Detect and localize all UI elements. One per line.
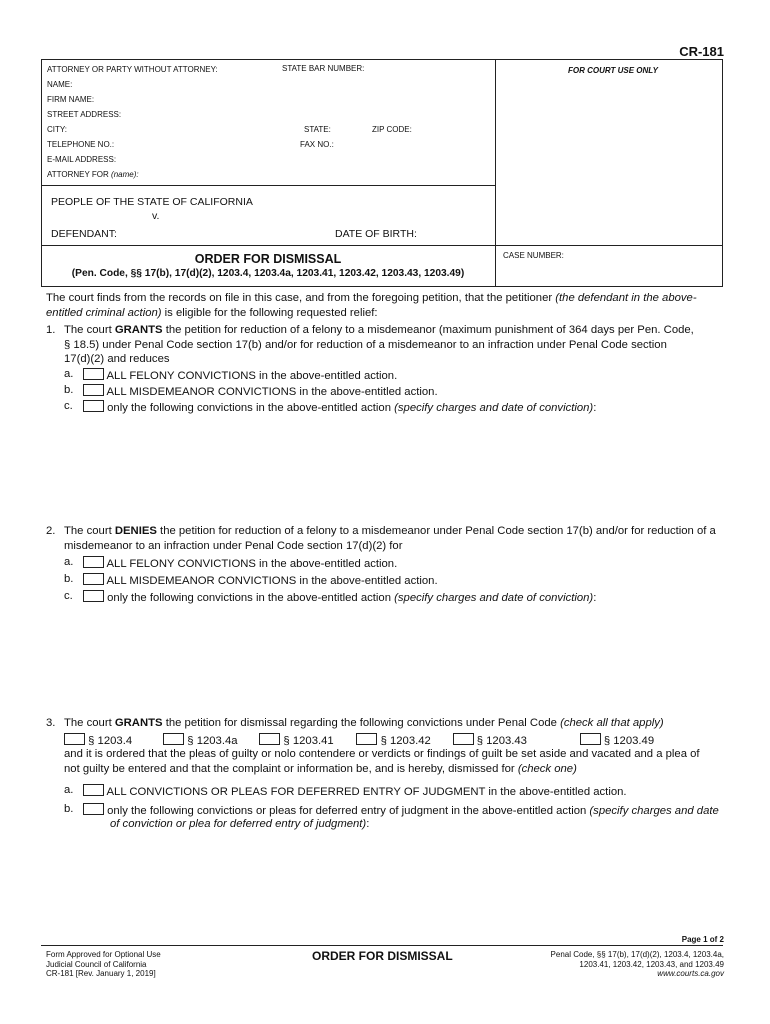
- phone-label: TELEPHONE NO.:: [47, 140, 115, 149]
- city-label: CITY:: [47, 125, 68, 134]
- section3-line2: and it is ordered that the pleas of guilty or nolo contendere or verdicts or findings of guilt be set aside and vacated and a plea of: [64, 748, 700, 760]
- footer-rule: [41, 945, 723, 946]
- code-1203-4-checkbox[interactable]: [64, 733, 85, 745]
- fax-label: FAX NO.:: [300, 140, 334, 149]
- attorney-for-label: ATTORNEY FOR (name):: [47, 170, 139, 179]
- section3-number: 3.: [46, 717, 56, 729]
- intro-line1: The court finds from the records on file in this case, and from the foregoing petition, that the petitioner (the defendant in the above-: [46, 292, 697, 304]
- footer-codes-line2: 1203.41, 1203.42, 1203.43, and 1203.49: [579, 960, 724, 969]
- code-1203-42-checkbox[interactable]: [356, 733, 377, 745]
- attorney-caption-divider: [41, 185, 495, 186]
- header-divider: [495, 59, 496, 287]
- section2-line1: The court DENIES the petition for reduction of a felony to a misdemeanor under Penal Code section 17(b) and/or for reduction of a: [64, 525, 716, 537]
- page-number: Page 1 of 2: [681, 935, 724, 944]
- section2-a-letter: a.: [64, 556, 74, 568]
- section3-line1: The court GRANTS the petition for dismissal regarding the following convictions under Penal Code (check all that apply): [64, 717, 664, 729]
- intro-line2: entitled criminal action) is eligible for the following requested relief:: [46, 307, 378, 319]
- section2-b-checkbox[interactable]: [83, 573, 104, 585]
- section1-c-letter: c.: [64, 400, 73, 412]
- section1-a-letter: a.: [64, 368, 74, 380]
- section2-line2: misdemeanor to an infraction under Penal Code section 17(d)(2) for: [64, 540, 403, 552]
- email-label: E-MAIL ADDRESS:: [47, 155, 117, 164]
- section1-line2: § 18.5) under Penal Code section 17(b) and/or for reduction of a misdemeanor to an infraction under Penal Code section: [64, 339, 667, 351]
- section2-c-letter: c.: [64, 590, 73, 602]
- approved-line1: Form Approved for Optional Use: [46, 950, 161, 959]
- section2-b-letter: b.: [64, 573, 74, 585]
- section2-option-a: ALL FELONY CONVICTIONS in the above-entitled action.: [83, 556, 397, 570]
- firm-label: FIRM NAME:: [47, 95, 95, 104]
- form-subtitle: (Pen. Code, §§ 17(b), 17(d)(2), 1203.4, 1203.4a, 1203.41, 1203.42, 1203.43, 1203.49): [71, 268, 465, 279]
- state-bar-label: STATE BAR NUMBER:: [282, 64, 365, 73]
- section2-number: 2.: [46, 525, 56, 537]
- name-label: NAME:: [47, 80, 73, 89]
- zip-label: ZIP CODE:: [372, 125, 412, 134]
- dob-label: DATE OF BIRTH:: [335, 228, 417, 240]
- section1-line3: 17(d)(2) and reduces: [64, 353, 170, 365]
- section3-option-b-cont: of conviction or plea for deferred entry of judgment):: [110, 818, 370, 830]
- section2-option-c: only the following convictions in the above-entitled action (specify charges and date of conviction):: [83, 590, 596, 604]
- footer-title: ORDER FOR DISMISSAL: [312, 949, 453, 963]
- section3-option-b: only the following convictions or pleas for deferred entry of judgment in the above-entitled action (specify charges and date: [83, 803, 719, 817]
- section2-a-checkbox[interactable]: [83, 556, 104, 568]
- form-id: CR-181: [679, 44, 724, 59]
- section3-a-letter: a.: [64, 784, 74, 796]
- court-use-label: FOR COURT USE ONLY: [568, 66, 658, 75]
- code-1203-43-checkbox[interactable]: [453, 733, 474, 745]
- courts-url[interactable]: www.courts.ca.gov: [657, 969, 724, 978]
- section2-c-checkbox[interactable]: [83, 590, 104, 602]
- section3-b-letter: b.: [64, 803, 74, 815]
- section3-a-checkbox[interactable]: [83, 784, 104, 796]
- section1-b-letter: b.: [64, 384, 74, 396]
- street-label: STREET ADDRESS:: [47, 110, 122, 119]
- section3-option-a: ALL CONVICTIONS OR PLEAS FOR DEFERRED ENTRY OF JUDGMENT in the above-entitled action.: [83, 784, 627, 798]
- case-number-label: CASE NUMBER:: [503, 251, 564, 260]
- section2-option-b: ALL MISDEMEANOR CONVICTIONS in the above-entitled action.: [83, 573, 438, 587]
- footer-codes-line1: Penal Code, §§ 17(b), 17(d)(2), 1203.4, 1203.4a,: [550, 950, 724, 959]
- code-1203-4a-checkbox[interactable]: [163, 733, 184, 745]
- code-1203-41-checkbox[interactable]: [259, 733, 280, 745]
- approved-line2: Judicial Council of California: [46, 960, 147, 969]
- form-title: ORDER FOR DISMISSAL: [194, 252, 342, 266]
- section3-b-checkbox[interactable]: [83, 803, 104, 815]
- section1-option-b: ALL MISDEMEANOR CONVICTIONS in the above-entitled action.: [83, 384, 438, 398]
- section3-code-options: § 1203.4 § 1203.4a § 1203.41 § 1203.42 § 1203.43 § 1203.49: [64, 733, 654, 747]
- section1-number: 1.: [46, 324, 56, 336]
- form-revision: CR-181 [Rev. January 1, 2019]: [46, 969, 156, 978]
- section1-c-checkbox[interactable]: [83, 400, 104, 412]
- people-caption: PEOPLE OF THE STATE OF CALIFORNIA: [51, 196, 253, 208]
- section1-option-c: only the following convictions in the above-entitled action (specify charges and date of conviction):: [83, 400, 596, 414]
- section1-line1: The court GRANTS the petition for reduction of a felony to a misdemeanor (maximum punishment of 364 days per Pen. Code,: [64, 324, 694, 336]
- section1-a-checkbox[interactable]: [83, 368, 104, 380]
- attorney-label: ATTORNEY OR PARTY WITHOUT ATTORNEY:: [47, 65, 218, 74]
- section1-option-a: ALL FELONY CONVICTIONS in the above-entitled action.: [83, 368, 397, 382]
- state-label: STATE:: [304, 125, 331, 134]
- code-1203-49-checkbox[interactable]: [580, 733, 601, 745]
- versus: v.: [152, 210, 160, 222]
- section1-b-checkbox[interactable]: [83, 384, 104, 396]
- section3-line3: not guilty be entered and that the complaint or information be, and is hereby, dismissed for (check one): [64, 763, 577, 775]
- defendant-label: DEFENDANT:: [51, 228, 117, 240]
- caption-title-divider: [41, 245, 723, 246]
